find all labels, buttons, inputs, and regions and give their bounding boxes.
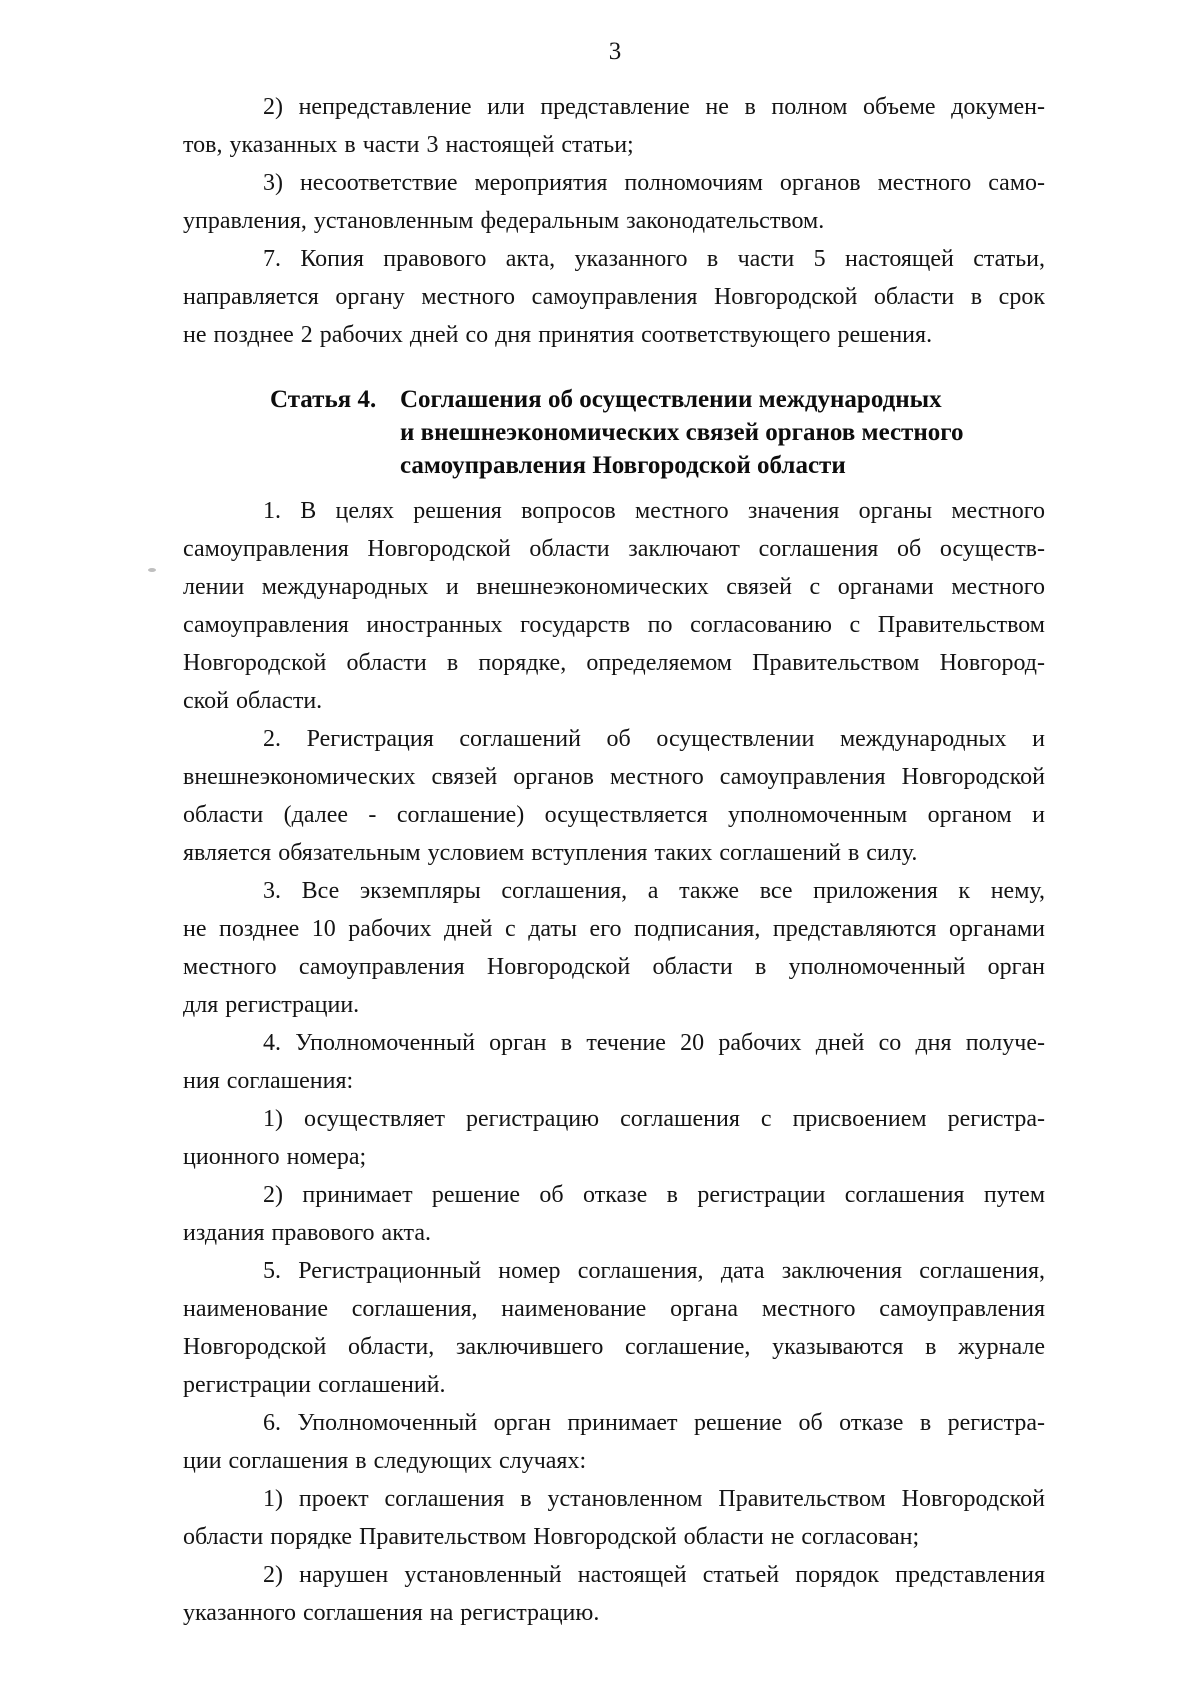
article-heading-title [400,383,1045,482]
text-line: 3) несоответствие мероприятия полномочиям органов местного само- [263,170,1045,196]
paragraph [183,1100,1045,1176]
article-heading-label: Статья 4. [270,386,377,413]
text-line: ции соглашения в следующих случаях: [183,1448,587,1474]
paragraph [183,88,1045,164]
page-number: 3 [608,38,622,65]
text-line: направляется органу местного самоуправления Новгородской области в срок [183,284,1045,310]
text-line: 4. Уполномоченный орган в течение 20 рабочих дней со дня получе- [263,1030,1045,1056]
text-line: самоуправления Новгородской области заключают соглашения об осуществ- [183,536,1045,562]
text-line: для регистрации. [183,992,360,1018]
text-line: ния соглашения: [183,1068,354,1094]
article-heading-title-line: и внешнеэкономических связей органов местного [400,419,964,446]
article-heading-title-line: Соглашения об осуществлении международных [400,386,942,413]
scan-artifact [148,568,156,572]
text-line: области порядке Правительством Новгородской области не согласован; [183,1524,920,1550]
paragraph [183,1252,1045,1404]
text-line: 2) непредставление или представление не в полном объеме докумен- [263,94,1045,120]
text-line: 2. Регистрация соглашений об осуществлении международных и [263,726,1045,752]
paragraph [183,1176,1045,1252]
text-line: 2) нарушен установленный настоящей статьей порядок представления [263,1562,1045,1588]
text-line: является обязательным условием вступления таких соглашений в силу. [183,840,918,866]
text-line: самоуправления иностранных государств по согласованию с Правительством [183,612,1045,638]
paragraph [183,1404,1045,1480]
document-content [183,88,1045,1632]
text-line: ской области. [183,688,323,714]
text-line: 1) осуществляет регистрацию соглашения с присвоением регистра- [263,1106,1045,1132]
text-line: Новгородской области, заключившего соглашение, указываются в журнале [183,1334,1045,1360]
paragraph [183,492,1045,720]
text-line: 5. Регистрационный номер соглашения, дата заключения соглашения, [263,1258,1045,1284]
paragraph [183,240,1045,354]
paragraph [183,1480,1045,1556]
text-line: ционного номера; [183,1144,367,1170]
text-line: 6. Уполномоченный орган принимает решение об отказе в регистра- [263,1410,1045,1436]
text-line: управления, установленным федеральным законодательством. [183,208,825,234]
text-line: не позднее 10 рабочих дней с даты его подписания, представляются органами [183,916,1045,942]
text-line: Новгородской области в порядке, определяемом Правительством Новгород- [183,650,1045,676]
text-line: не позднее 2 рабочих дней со дня принятия соответствующего решения. [183,322,933,348]
text-line: внешнеэкономических связей органов местного самоуправления Новгородской [183,764,1045,790]
text-line: 2) принимает решение об отказе в регистрации соглашения путем [263,1182,1045,1208]
article-heading [270,383,1045,482]
paragraph [183,1024,1045,1100]
text-line: 1. В целях решения вопросов местного значения органы местного [263,498,1045,524]
text-line: 7. Копия правового акта, указанного в части 5 настоящей статьи, [263,246,1045,272]
text-line: местного самоуправления Новгородской области в уполномоченный орган [183,954,1045,980]
text-line: регистрации соглашений. [183,1372,446,1398]
text-line: наименование соглашения, наименование органа местного самоуправления [183,1296,1045,1322]
text-line: 3. Все экземпляры соглашения, а также все приложения к нему, [263,878,1045,904]
text-line: лении международных и внешнеэкономических связей с органами местного [183,574,1045,600]
article-heading-title-line: самоуправления Новгородской области [400,452,846,479]
paragraph [183,720,1045,872]
text-line: тов, указанных в части 3 настоящей статьи; [183,132,634,158]
text-line: области (далее - соглашение) осуществляется уполномоченным органом и [183,802,1045,828]
text-line: указанного соглашения на регистрацию. [183,1600,600,1626]
paragraph [183,872,1045,1024]
paragraph [183,164,1045,240]
text-line: 1) проект соглашения в установленном Правительством Новгородской [263,1486,1045,1512]
text-line: издания правового акта. [183,1220,431,1246]
paragraph [183,1556,1045,1632]
